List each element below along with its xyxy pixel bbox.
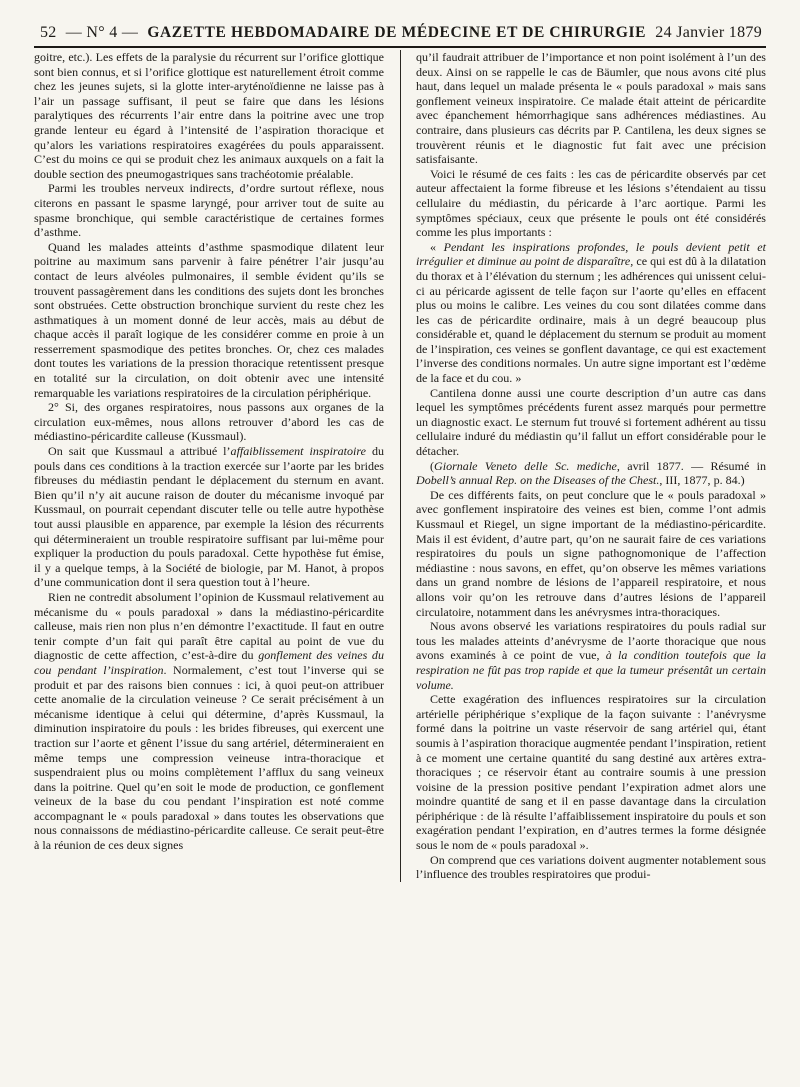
italic-quote: Pendant les inspirations profondes, le pouls devient petit et irrégulier et diminue au point de disparaître,	[416, 239, 766, 269]
text-run: Nous avons observé les variations respiratoires du pouls radial sur tous les malades atteints d’anévrysme de l’aorte thoracique que nous avons examinés à ce point de vue,	[416, 619, 766, 663]
column-divider	[400, 50, 401, 882]
text-run: On sait que Kussmaul a attribué l’	[48, 444, 231, 459]
italic-term: affaiblissement inspiratoire	[230, 444, 366, 459]
citation-title: Dobell’s annual Rep. on the Diseases of the Chest.	[416, 473, 660, 488]
journal-title: GAZETTE HEBDOMADAIRE DE MÉDECINE ET DE CHIRURGIE	[147, 24, 647, 41]
running-header	[34, 24, 766, 46]
issue-number: — N° 4 —	[65, 24, 139, 41]
page-number: 52	[40, 24, 57, 41]
italic-term: gonflement des veines du cou pendant l’inspiration	[34, 648, 384, 677]
text-run: Rien ne contredit absolument l’opinion de Kussmaul relativement au mécanisme du « pouls paradoxal » dans la médiastino-péricardite calleuse, mais rien non plus n’en démontre l’exactitude. Il faut en outre tenir compte d’un fait qui paraît être capital au point de vue du diagnostic de cette affection, c’est-à-dire du	[34, 589, 384, 663]
text-run: (	[430, 458, 435, 473]
paragraph: Voici le résumé de ces faits : les cas de péricardite observés par cet auteur affectaient la forme fibreuse et les lésions s’étendaient au tissu cellulaire du médiastin, du péricarde à l’arc aortique. Parmi les symptômes spéciaux, ceux que présente le pouls ont été considérés comme les plus importants :	[416, 166, 766, 240]
paragraph: On comprend que ces variations doivent augmenter notablement sous l’influence des troubles respiratoires que produi-	[416, 852, 766, 882]
paragraph: Cantilena donne aussi une courte description d’un autre cas dans lequel les symptômes précédents furent assez marqués pour permettre un diagnostic exact. Le sternum fut trouvé si fortement adhérent au tissu cellulaire induré du médiastin qu’il fallut un effort considérable pour le détacher.	[416, 385, 766, 459]
paragraph: Parmi les troubles nerveux indirects, d’ordre surtout réflexe, nous citerons en passant le spasme laryngé, pour arriver tout de suite au spasme bronchique, qui semble caractéristique de certaines formes d’asthme.	[34, 181, 384, 240]
left-column	[34, 50, 384, 882]
text-run: ce qui est dû à la dilatation du thorax et à l’élévation du sternum ; les adhérences qui unissent celui-ci au péricarde agissent de telle façon sur l’aorte qu’elles en effacent plus ou moins le calibre. Les veines du cou sont dilatées comme dans les cas de péricardite ordinaire, mais à un degré beaucoup plus considérable et, quand le déplacement du sternum se produit au moment de l’inspiration, ces veines se gonflent davantage, ce qui est exactement l’inverse des conditions normales. Un autre signe important est l’œdème de la face et du cou. »	[416, 254, 767, 386]
citation-title: Giornale Veneto delle Sc. mediche	[434, 458, 617, 473]
paragraph	[416, 619, 766, 692]
text-run: «	[430, 239, 444, 254]
paragraph	[34, 590, 384, 853]
paragraph: 2° Si, des organes respiratoires, nous passons aux organes de la circulation eux-mêmes, nous allons retrouver d’abord les cas de médiastino-péricardite calleuse (Kussmaul).	[34, 400, 384, 444]
paragraph: De ces différents faits, on peut conclure que le « pouls paradoxal » avec gonflement inspiratoire des veines est bien, comme l’ont admis Kussmaul et Riegel, un signe important de la médiastino-péricardite. Mais il est évident, d’autre part, qu’on ne saurait faire de ces variations respiratoires du pouls un signe pathognomonique de l’affection médiastine : nous savons, en effet, qu’on observe les mêmes variations dans un grand nombre de lésions de l’appareil respiratoire, et nous allons voir qu’on les retrouve dans d’autres lésions de l’appareil circulatoire, notamment dans les anévrysmes intra-thoraciques.	[416, 487, 766, 619]
paragraph: Cette exagération des influences respiratoires sur la circulation artérielle périphérique s’explique de la façon suivante : l’anévrysme formé dans la poitrine un vaste réservoir de sang artériel qui, étant soumis à l’aspiration thoracique augmentée pendant l’inspiration, retient à ce moment une certaine quantité du sang destiné aux artères extra-thoraciques ; ce réservoir étant au contraire soumis à une pression voisine de la pression positive pendant l’expiration admet alors une moindre quantité de sang et il en passe davantage dans la circulation périphérique : de là résulte l’affaiblissement inspiratoire du pouls et son exagération pendant l’expiration, en d’autres termes la forme désignée sous le nom de « pouls paradoxal ».	[416, 692, 766, 853]
quotation-paragraph	[416, 240, 766, 386]
paragraph	[34, 444, 384, 590]
header-rule	[34, 46, 766, 48]
text-run: , III, 1877, p. 84.)	[659, 473, 745, 488]
text-run: , avril 1877. — Résumé in	[616, 458, 767, 473]
text-run: . Normalement, c’est tout l’inverse qui se produit et par des raisons bien connues : ici, à quoi peut-on attribuer cette anomalie de la circulation veineuse ? Ce serait précisément à un mécanisme identique à celui qui détermine, d’après Kussmaul, la diminution inspiratoire du pouls : les brides fibreuses, qui exercent une traction sur l’aorte et gênent l’issue du sang artériel, détermineraient en même temps une compression veineuse intra-thoracique et suspendraient plus ou moins complètement l’afflux du sang veineux dans la poitrine. Quel qu’en soit le mode de production, ce gonflement veineux de la base du cou pendant l’inspiration est noté comme accompagnant le « pouls paradoxal » dans toutes les observations que nous connaissons de médiastino-péricardite calleuse. Ce serait peut-être à la réunion de ces deux signes	[34, 662, 384, 853]
paragraph: goitre, etc.). Les effets de la paralysie du récurrent sur l’orifice glottique sont bien connus, et si l’orifice glottique est naturellement étroit comme chez les jeunes sujets, si la glotte inter-aryténoïdienne ne laisse pas à l’air un passage suffisant, il peut se faire que dans les lésions paralytiques des récurrents l’air entre dans la poitrine avec une trop grande lenteur eu égard à l’intensité de l’aspiration thoracique et qu’alors les variations respiratoires exagérées du pouls apparaissent. C’est du moins ce qui se produit chez les animaux auxquels on a fait la double section des pneumogastriques sans trachéotomie préalable.	[34, 50, 384, 181]
paragraph: qu’il faudrait attribuer de l’importance et non point isolément à l’un des deux. Ainsi on se rappelle le cas de Bäumler, que nous avons cité plus haut, dans lequel un malade présenta le « pouls paradoxal » mais sans gonflement veineux inspiratoire. Ce malade était atteint de péricardite avec épanchement hémorrhagique sans adhérences médiastines. Au contraire, dans plusieurs cas décrits par P. Cantilena, les deux signes se trouvèrent réunis et le diagnostic fut fait avec une précision satisfaisante.	[416, 50, 766, 167]
italic-condition: à la condition toutefois que la respiration ne fût pas trop rapide et que la tumeur présentât un certain volume.	[416, 648, 766, 692]
citation	[416, 459, 766, 488]
issue-date: 24 Janvier 1879	[655, 24, 762, 41]
paragraph: Quand les malades atteints d’asthme spasmodique dilatent leur poitrine au maximum sans parvenir à faire pénétrer l’air jusqu’au contact de leurs alvéoles pulmonaires, il semble évident qu’ils se trouvent passagèrement dans les conditions des sujets dont les bronches sont obstruées. Cette obstruction bronchique survient du reste chez les asthmatiques à un moment donné de leur accès, mais au début de chaque accès il paraît logique de les considérer comme en proie à un resserrement spasmodique des petites bronches. Or, chez ces malades dont toutes les variations de la pression thoracique retentissent presque en totalité sur la circulation, on doit obtenir avec une intensité remarquable les variations respiratoires de la circulation périphérique.	[34, 239, 384, 400]
text-columns	[34, 50, 766, 882]
text-run: du pouls dans ces conditions à la traction exercée sur l’aorte par les brides fibreuses du médiastin pendant le déplacement du sternum en avant. Bien qu’il n’y ait aucune raison de douter du mécanisme invoqué par Kussmaul, on pourrait cependant discuter telle ou telle autre hypothèse tout aussi plausible en apparence, par exemple la lésion des récurrents qui détermineraient un trouble respiratoire suffisant par lui-même pour expliquer la production du pouls paradoxal. Cette hypothèse fut émise, il y a quelque temps, à la Société de biologie, par M. Hanot, à propos d’une communication dont il sera question tout à l’heure.	[34, 444, 385, 590]
right-column	[416, 50, 766, 882]
